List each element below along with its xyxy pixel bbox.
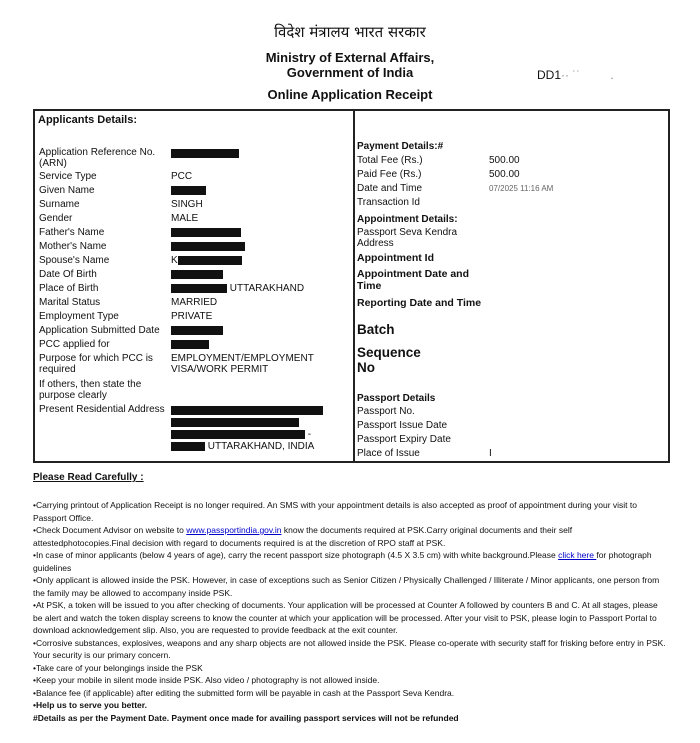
label-gender: Gender — [39, 213, 73, 224]
please-read-heading: Please Read Carefully : — [33, 472, 144, 483]
label-passport-expiry-date: Passport Expiry Date — [357, 434, 451, 445]
value-service-type: PCC — [171, 171, 193, 182]
label-pcc-applied-for: PCC applied for — [39, 339, 110, 350]
redaction-bar — [171, 442, 205, 451]
instruction-item: •At PSK, a token will be issued to you after checking of documents. Your application will be processed at Counter A followed by counters B and C. At all stages, please be alert and watch the token display screens to know the counter at which your application will be processed. After your visit to PSK, please login to Passport Portal to download acknowledgement slip. Also, you are requested to provide feedback at the exit counter. — [33, 600, 658, 635]
value-place-of-birth — [171, 283, 351, 294]
value-place-of-issue: I — [489, 448, 492, 459]
photo-guidelines-link[interactable]: click here — [558, 550, 597, 560]
passport-details-heading: Passport Details — [357, 393, 436, 404]
label-marital-status: Marital Status — [39, 297, 101, 308]
label-others-purpose: If others, then state the purpose clearly — [39, 379, 142, 401]
redaction-bar — [171, 270, 223, 279]
label-transaction-id: Transaction Id — [357, 197, 420, 208]
value-father-name — [171, 227, 351, 238]
value-gender: MALE — [171, 213, 199, 224]
address-state-country: UTTARAKHAND, INDIA — [207, 441, 315, 452]
value-payment-date-time: 07/2025 11:16 AM — [489, 184, 554, 193]
label-reporting-date-time: Reporting Date and Time — [357, 297, 482, 309]
label-father-name: Father's Name — [39, 227, 105, 238]
value-total-fee: 500.00 — [489, 155, 520, 166]
label-psk-address: Passport Seva Kendra Address — [357, 227, 458, 249]
instruction-text: for photograph guidelines — [33, 550, 652, 573]
value-mother-name — [171, 241, 351, 252]
column-divider — [353, 111, 355, 461]
ministry-line-2: Government of India — [286, 65, 414, 80]
label-arn: Application Reference No. (ARN) — [39, 147, 156, 169]
redaction-bar — [171, 418, 299, 427]
ministry-line-1: Ministry of External Affairs, — [265, 50, 435, 65]
value-submitted-date — [171, 325, 351, 336]
value-marital-status: MARRIED — [171, 297, 218, 308]
value-employment-type: PRIVATE — [171, 311, 213, 322]
address-line-3-suffix: - — [307, 429, 312, 440]
redaction-bar — [171, 340, 209, 349]
instruction-item — [33, 549, 669, 574]
value-surname: SINGH — [171, 199, 203, 210]
label-passport-issue-date: Passport Issue Date — [357, 420, 448, 431]
reference-redacted-mark: ·· ˙˙ . — [561, 68, 614, 82]
reference-number-text: DD1 — [537, 68, 562, 82]
value-purpose: EMPLOYMENT/EMPLOYMENT VISA/WORK PERMIT — [171, 353, 314, 375]
label-paid-fee: Paid Fee (Rs.) — [357, 169, 422, 180]
spouse-name-initial: K — [171, 255, 178, 266]
redaction-bar — [171, 186, 206, 195]
value-pcc-applied-for — [171, 339, 351, 350]
instruction-item: •Keep your mobile in silent mode inside PSK. Also video / photography is not allowed inside. — [33, 675, 380, 685]
label-employment-type: Employment Type — [39, 311, 119, 322]
instruction-item: •Balance fee (if applicable) after editing the submitted form will be payable in cash at the Passport Seva Kendra. — [33, 687, 455, 698]
redaction-bar — [171, 326, 223, 335]
instruction-item — [33, 524, 669, 549]
payment-footnote: #Details as per the Payment Date. Payment once made for availing passport services will not be refunded — [33, 712, 459, 723]
label-given-name: Given Name — [39, 185, 95, 196]
label-date-of-birth: Date Of Birth — [39, 269, 97, 280]
label-residential-address: Present Residential Address — [39, 404, 165, 415]
redaction-bar — [178, 256, 242, 265]
label-batch: Batch — [357, 322, 395, 337]
label-spouse-name: Spouse's Name — [39, 255, 110, 266]
value-paid-fee: 500.00 — [489, 169, 520, 180]
label-service-type: Service Type — [39, 171, 97, 182]
value-residential-address — [171, 405, 351, 453]
label-purpose: Purpose for which PCC is required — [39, 353, 153, 375]
instructions-list — [33, 499, 669, 724]
instruction-item: •Corrosive substances, explosives, weapons and any sharp objects are not allowed inside the PSK. Please co-operate with security staff for frisking before entry in PSK. Your security is our primary concern. — [33, 637, 666, 660]
label-mother-name: Mother's Name — [39, 241, 107, 252]
redaction-bar — [171, 149, 239, 158]
redaction-bar — [171, 284, 227, 293]
place-of-birth-state: UTTARAKHAND — [229, 283, 305, 294]
label-place-of-issue: Place of Issue — [357, 448, 420, 459]
redaction-bar — [171, 242, 245, 251]
value-spouse-name — [171, 255, 351, 266]
label-place-of-birth: Place of Birth — [39, 283, 99, 294]
payment-details-heading: Payment Details:# — [357, 141, 444, 152]
value-date-of-birth — [171, 269, 351, 280]
redaction-bar — [171, 430, 305, 439]
instruction-text: •Check Document Advisor on website to — [33, 525, 187, 535]
receipt-title: Online Application Receipt — [267, 87, 433, 102]
label-sequence-no: Sequence No — [357, 345, 421, 375]
value-given-name — [171, 185, 351, 196]
hindi-ministry-title: विदेश मंत्रालय भारत सरकार — [274, 23, 426, 41]
passport-india-link[interactable]: www.passportindia.gov.in — [186, 525, 282, 535]
applicants-details-heading: Applicants Details: — [38, 114, 138, 126]
details-box — [33, 109, 670, 463]
label-total-fee: Total Fee (Rs.) — [357, 155, 423, 166]
label-appointment-id: Appointment Id — [357, 252, 434, 264]
instruction-item: •Take care of your belongings inside the PSK — [33, 662, 203, 673]
redaction-bar — [171, 228, 241, 237]
label-passport-no: Passport No. — [357, 406, 415, 417]
label-submitted-date: Application Submitted Date — [39, 325, 160, 336]
instruction-item: •Only applicant is allowed inside the PSK. However, in case of exceptions such as Senior Citizen / Physically Challenged / Illiterate / Minor applicants, one person from the family may be allowed to accompany inside PSK. — [33, 575, 660, 598]
label-appointment-date-time: Appointment Date and Time — [357, 268, 469, 292]
label-surname: Surname — [39, 199, 80, 210]
instruction-text: know the documents required at PSK.Carry original documents and their self attestedphotocopies.Final decision with regard to documents required is at the discretion of RPO staff at PSK. — [33, 525, 573, 548]
appointment-details-heading: Appointment Details: — [357, 214, 458, 225]
reference-number — [537, 68, 614, 82]
instruction-item: •Carrying printout of Application Receipt is no longer required. An SMS with your appointment details is also accepted as proof of appointment during your visit to Passport Office. — [33, 500, 637, 523]
redaction-bar — [171, 406, 323, 415]
label-payment-date-time: Date and Time — [357, 183, 423, 194]
value-arn — [171, 148, 351, 159]
instruction-item: •Help us to serve you better. — [33, 700, 147, 710]
instruction-text: •In case of minor applicants (below 4 years of age), carry the recent passport size photograph (4.5 X 3.5 cm) with white background.Please — [33, 550, 559, 560]
